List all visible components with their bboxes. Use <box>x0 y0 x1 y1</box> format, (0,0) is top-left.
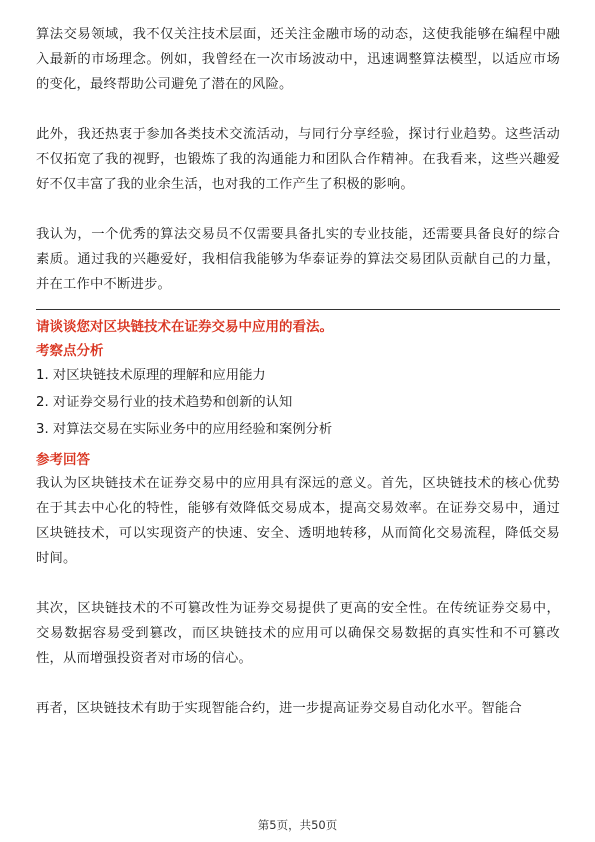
interview-question: 请谈谈您对区块链技术在证券交易中应用的看法。 <box>36 319 333 335</box>
analysis-point-3: 3. 对算法交易在实际业务中的应用经验和案例分析 <box>36 422 333 437</box>
reference-paragraph-1: 我认为区块链技术在证券交易中的应用具有深远的意义。首先，区块链技术的核心优势在于其去中心化的特性，能够有效降低交易成本，提高交易效率。在证券交易中，通过区块链技术，可以实现资产的快速、安全、透明地转移，从而简化交易流程，降低交易时间。 <box>36 476 560 566</box>
paragraph-gap <box>36 97 560 122</box>
intro-paragraph-1: 算法交易领域，我不仅关注技术层面，还关注金融市场的动态，这使我能够在编程中融入最新的市场理念。例如，我曾经在一次市场波动中，迅速调整算法模型，以适应市场的变化，最终帮助公司避免了潜在的风险。 <box>36 27 560 92</box>
paragraph-gap <box>36 571 560 596</box>
document-page <box>36 22 560 721</box>
reference-paragraph-2: 其次，区块链技术的不可篡改性为证券交易提供了更高的安全性。在传统证券交易中，交易数据容易受到篡改，而区块链技术的应用可以确保交易数据的真实性和不可篡改性，从而增强投资者对市场的信心。 <box>36 601 560 666</box>
section-divider <box>36 309 560 310</box>
paragraph-gap <box>36 197 560 222</box>
analysis-point-2: 2. 对证券交易行业的技术趋势和创新的认知 <box>36 395 293 410</box>
intro-paragraph-2: 此外，我还热衷于参加各类技术交流活动，与同行分享经验，探讨行业趋势。这些活动不仅拓宽了我的视野，也锻炼了我的沟通能力和团队合作精神。在我看来，这些兴趣爱好不仅丰富了我的业余生活，也对我的工作产生了积极的影响。 <box>36 127 560 192</box>
analysis-point-1: 1. 对区块链技术原理的理解和应用能力 <box>36 368 266 383</box>
reference-heading: 参考回答 <box>36 452 90 468</box>
reference-paragraph-3: 再者，区块链技术有助于实现智能合约，进一步提高证券交易自动化水平。智能合 <box>36 701 522 716</box>
intro-paragraph-3: 我认为，一个优秀的算法交易员不仅需要具备扎实的专业技能，还需要具备良好的综合素质。通过我的兴趣爱好，我相信我能够为华泰证券的算法交易团队贡献自己的力量，并在工作中不断进步。 <box>36 227 560 292</box>
page-number-footer: 第5页，共50页 <box>257 818 338 832</box>
paragraph-gap <box>36 671 560 696</box>
analysis-heading: 考察点分析 <box>36 343 104 359</box>
